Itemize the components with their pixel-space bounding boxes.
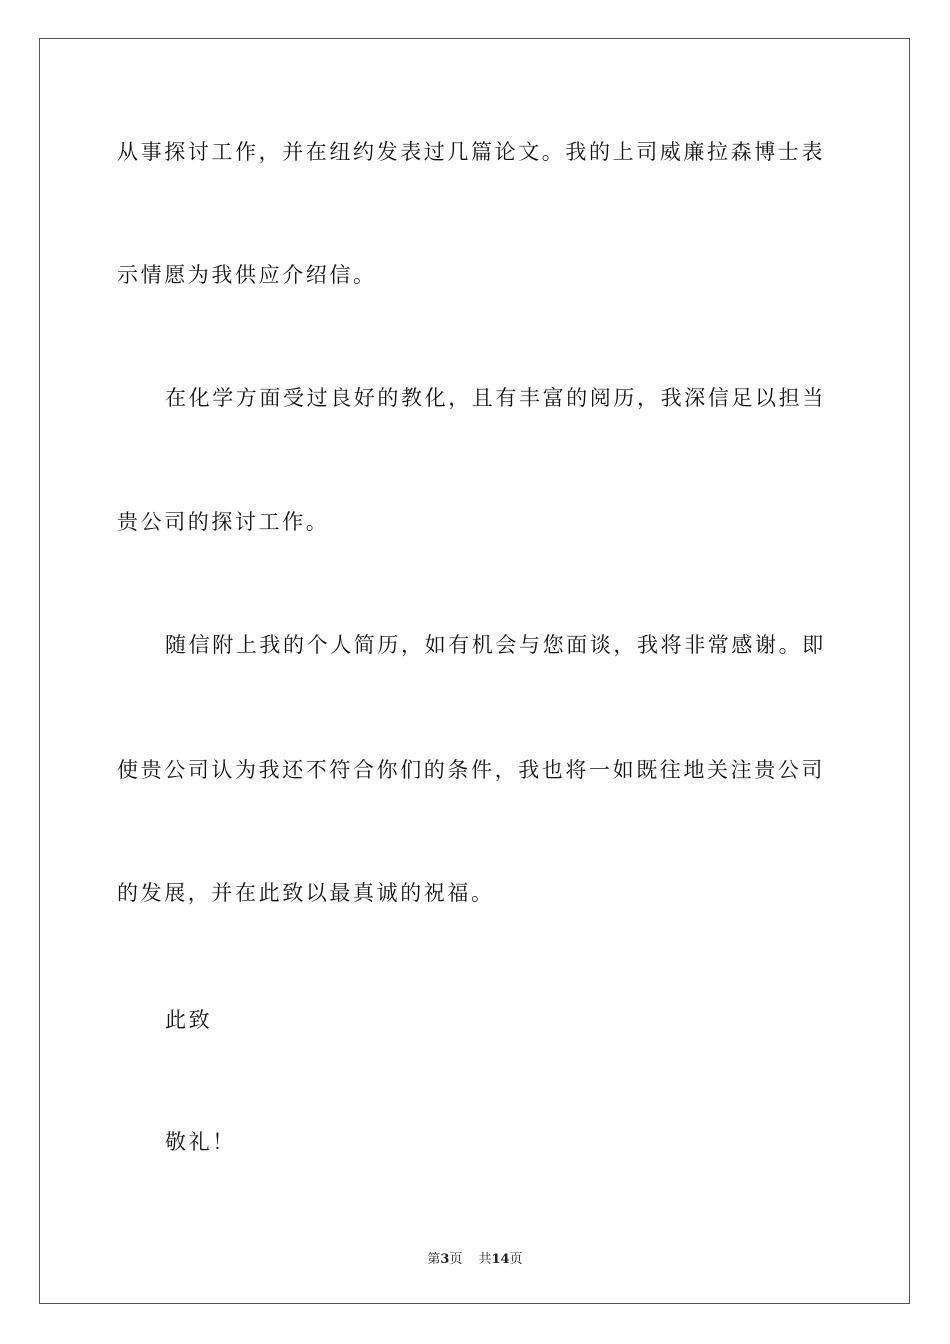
total-prefix: 共	[478, 1252, 492, 1267]
page-suffix: 页	[449, 1252, 463, 1267]
closing-regards: 敬礼！	[165, 1130, 236, 1154]
paragraph-first-line: 在化学方面受过良好的教化，且有丰富的阅历，我深信足以担当	[165, 386, 826, 410]
text-line: 的发展，并在此致以最真诚的祝福。	[117, 881, 495, 905]
page-number: 3	[440, 1252, 450, 1267]
page-border	[39, 38, 910, 1304]
total-pages: 14	[491, 1252, 510, 1267]
text-line: 示情愿为我供应介绍信。	[117, 263, 377, 287]
page-prefix: 第	[427, 1252, 441, 1267]
total-suffix: 页	[509, 1252, 523, 1267]
page-footer	[0, 1248, 950, 1267]
text-line: 贵公司的探讨工作。	[117, 510, 330, 534]
paragraph-first-line: 随信附上我的个人简历，如有机会与您面谈，我将非常感谢。即	[165, 633, 826, 657]
text-line: 使贵公司认为我还不符合你们的条件，我也将一如既往地关注贵公司	[117, 758, 825, 782]
text-line: 从事探讨工作，并在纽约发表过几篇论文。我的上司威廉拉森博士表	[117, 140, 825, 164]
closing-salutation: 此致	[165, 1008, 213, 1032]
